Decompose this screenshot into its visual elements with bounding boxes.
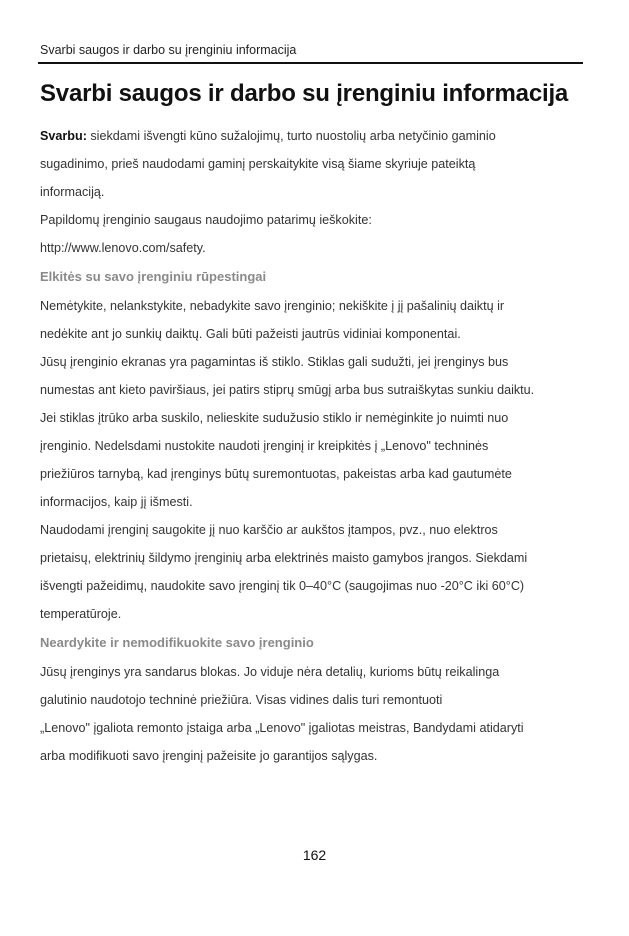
running-header: Svarbi saugos ir darbo su įrenginiu informacija: [40, 43, 297, 57]
important-label: Svarbu:: [40, 129, 87, 143]
body-line: arba modifikuoti savo įrenginį pažeisite jo garantijos sąlygas.: [40, 749, 378, 763]
intro-line: Papildomų įrenginio saugaus naudojimo patarimų ieškokite:: [40, 213, 372, 227]
body-line: įrenginio. Nedelsdami nustokite naudoti įrenginį ir kreipkitės į „Lenovo" techninės: [40, 439, 489, 453]
body-line: priežiūros tarnybą, kad įrenginys būtų suremontuotas, pakeistas arba kad gautumėte: [40, 467, 512, 481]
body-line: numestas ant kieto paviršiaus, jei patirs stiprų smūgį arba bus sutraiškytas sunkiu daiktu.: [40, 383, 535, 397]
safety-link[interactable]: http://www.lenovo.com/safety.: [40, 241, 206, 255]
body-line: prietaisų, elektrinių šildymo įrenginių arba elektrinės maisto gamybos įrangos. Siekdami: [40, 551, 528, 565]
body-line: temperatūroje.: [40, 607, 122, 621]
header-rule: [38, 62, 583, 64]
important-text: siekdami išvengti kūno sužalojimų, turto nuostolių arba netyčinio gaminio: [86, 129, 496, 143]
body-line: informacijos, kaip jį išmesti.: [40, 495, 193, 509]
content: [40, 122, 585, 770]
section-heading-care: Elkitės su savo įrenginiu rūpestingai: [40, 269, 267, 284]
intro-line: sugadinimo, prieš naudodami gaminį perskaitykite visą šiame skyriuje pateiktą: [40, 157, 476, 171]
body-line: Jūsų įrenginys yra sandarus blokas. Jo viduje nėra detalių, kurioms būtų reikalinga: [40, 665, 500, 679]
body-line: išvengti pažeidimų, naudokite savo įrenginį tik 0–40°C (saugojimas nuo -20°C iki 60°C): [40, 579, 525, 593]
section-heading-disassembly: Neardykite ir nemodifikuokite savo įrenginio: [40, 635, 314, 650]
body-line: Jūsų įrenginio ekranas yra pagamintas iš stiklo. Stiklas gali sudužti, jei įrenginys bus: [40, 355, 509, 369]
body-line: galutinio naudotojo techninė priežiūra. Visas vidines dalis turi remontuoti: [40, 693, 443, 707]
intro-line: [40, 122, 585, 150]
body-line: nedėkite ant jo sunkių daiktų. Gali būti pažeisti jautrūs vidiniai komponentai.: [40, 327, 461, 341]
page-title: Svarbi saugos ir darbo su įrenginiu informacija: [40, 80, 569, 107]
body-line: Nemėtykite, nelankstykite, nebadykite savo įrenginio; nekiškite į jį pašalinių daiktų ir: [40, 299, 505, 313]
page-number: 162: [302, 847, 327, 863]
body-line: „Lenovo" įgaliota remonto įstaiga arba „Lenovo" įgaliotas meistras, Bandydami atidaryti: [40, 721, 524, 735]
intro-line: informaciją.: [40, 185, 105, 199]
body-line: Naudodami įrenginį saugokite jį nuo karščio ar aukštos įtampos, pvz., nuo elektros: [40, 523, 498, 537]
body-line: Jei stiklas įtrūko arba suskilo, nelieskite sudužusio stiklo ir nemėginkite jo nuimti nuo: [40, 411, 509, 425]
